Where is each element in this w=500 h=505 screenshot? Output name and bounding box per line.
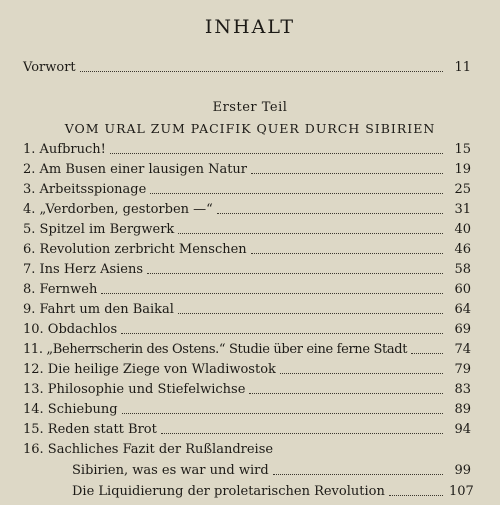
dot-leader: [122, 397, 443, 414]
dot-leader: [178, 217, 443, 234]
toc-entry-page: 40: [454, 222, 471, 237]
dot-leader: [150, 177, 443, 194]
toc-entry: [23, 358, 471, 378]
toc-entry-label: 8. Fernweh: [23, 282, 98, 297]
toc-entry-label: 11. „Beherrscherin des Ostens.“ Studie über eine ferne Stadt: [23, 342, 408, 357]
toc-entry-page: 83: [454, 382, 471, 397]
toc-entry-label: Vorwort: [23, 60, 76, 75]
toc-entry-label: Die Liquidierung der proletarischen Revolution: [72, 484, 385, 499]
toc-entry-page: 11: [454, 60, 471, 75]
toc-entry-label: 14. Schiebung: [23, 402, 118, 417]
dot-leader: [121, 317, 443, 334]
dot-leader: [147, 257, 443, 274]
toc-entry-page: 99: [454, 463, 471, 478]
toc-entry-page: 94: [454, 422, 471, 437]
toc-entry-label: 1. Aufbruch!: [23, 142, 106, 157]
toc-entry-label: 7. Ins Herz Asiens: [23, 262, 144, 277]
toc-entry-page: 58: [454, 262, 471, 277]
toc-entry-page: 107: [449, 484, 474, 499]
toc-entry-page: 46: [454, 242, 471, 257]
dot-leader: [280, 357, 443, 374]
toc-subentry: [72, 480, 474, 500]
toc-entry-page: 25: [454, 182, 471, 197]
dot-leader: [251, 157, 443, 174]
toc-entry: [23, 438, 471, 458]
toc-entry-page: 89: [454, 402, 471, 417]
toc-entry-page: 31: [454, 202, 471, 217]
toc-entry: [23, 158, 471, 178]
dot-leader: [273, 458, 443, 475]
toc-subentry: [72, 459, 471, 479]
toc-entry-label: 6. Revolution zerbricht Menschen: [23, 242, 247, 257]
toc-entry: [23, 278, 471, 298]
toc-entry-label: 3. Arbeitsspionage: [23, 182, 147, 197]
toc-entry: [23, 418, 471, 438]
toc-entry: [23, 298, 471, 318]
toc-entry-page: 74: [454, 342, 471, 357]
toc-entry-label: 4. „Verdorben, gestorben —“: [23, 202, 213, 217]
toc-entry-foreword: [23, 56, 471, 76]
part-title: VOM URAL ZUM PACIFIK QUER DURCH SIBIRIEN: [64, 121, 436, 136]
toc-entry: [23, 258, 471, 278]
dot-leader: [80, 55, 443, 72]
part-label: Erster Teil: [212, 100, 288, 115]
toc-entry-label: 15. Reden statt Brot: [23, 422, 157, 437]
page-title: INHALT: [204, 16, 296, 38]
toc-entry-label: 5. Spitzel im Bergwerk: [23, 222, 175, 237]
dot-leader: [249, 377, 443, 394]
toc-entry: [23, 398, 471, 418]
toc-entry: [23, 378, 471, 398]
toc-entry-label: 9. Fahrt um den Baikal: [23, 302, 174, 317]
toc-entry: [23, 238, 471, 258]
toc-entry: [23, 198, 471, 218]
dot-leader: [178, 297, 443, 314]
dot-leader: [161, 417, 443, 434]
toc-entry-page: 64: [454, 302, 471, 317]
toc-entry: [23, 138, 471, 158]
toc-entry-label: 12. Die heilige Ziege von Wladiwostok: [23, 362, 276, 377]
toc-entry-page: 69: [454, 322, 471, 337]
toc-entry-page: 19: [454, 162, 471, 177]
toc-entry: [23, 218, 471, 238]
dot-leader: [110, 137, 443, 154]
toc-entry-label: Sibirien, was es war und wird: [72, 463, 269, 478]
toc-entry: [23, 318, 471, 338]
toc-entry-label: 10. Obdachlos: [23, 322, 118, 337]
dot-leader: [217, 197, 443, 214]
toc-entry-page: 60: [454, 282, 471, 297]
dot-leader: [389, 479, 443, 496]
dot-leader: [411, 337, 443, 354]
dot-leader: [101, 277, 443, 294]
toc-entry: [23, 178, 471, 198]
toc-entry-page: 15: [454, 142, 471, 157]
toc-entry-label: 16. Sachliches Fazit der Rußlandreise: [23, 442, 274, 457]
toc-entry-page: 79: [454, 362, 471, 377]
toc-entry-label: 2. Am Busen einer lausigen Natur: [23, 162, 248, 177]
toc-entry-label: 13. Philosophie und Stiefelwichse: [23, 382, 246, 397]
toc-entry: [23, 338, 471, 358]
dot-leader: [251, 237, 443, 254]
